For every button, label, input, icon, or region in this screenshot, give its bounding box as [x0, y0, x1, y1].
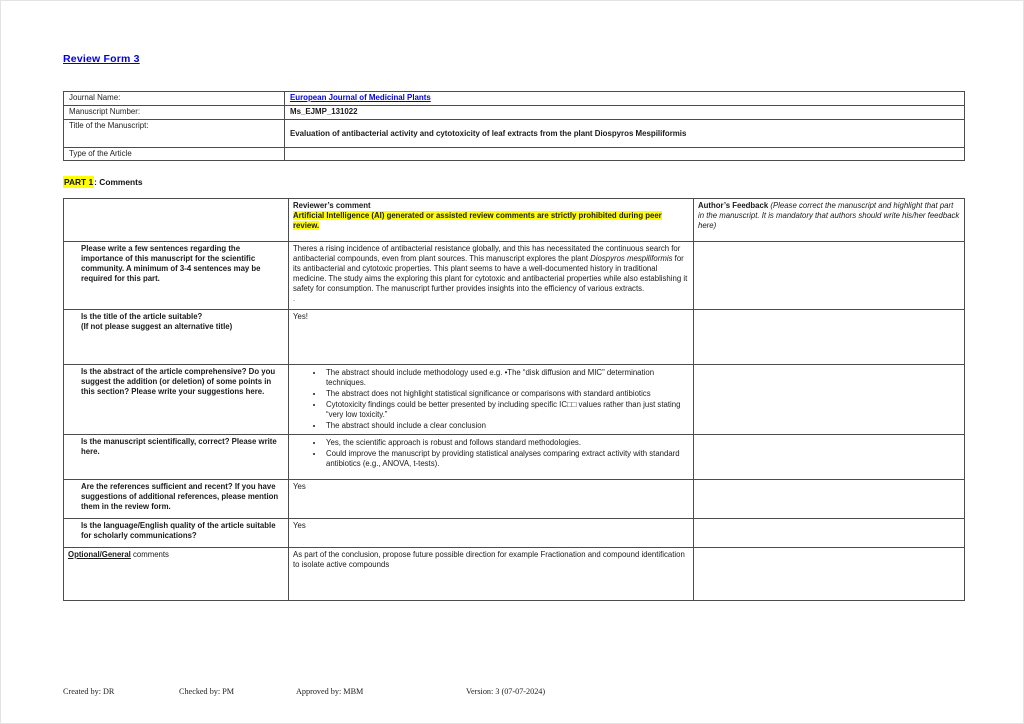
- part1-highlight: PART 1: [64, 177, 94, 187]
- row-scientific: [64, 434, 965, 479]
- bullet-item: • Could improve the manuscript by providing statistical analyses comparing extract activity with standard antibiotics (e.g., ANOVA, t-tests).: [324, 449, 689, 469]
- reviewer-comment-header: [289, 199, 694, 242]
- question-references: Are the references sufficient and recent? If you have suggestions of additional references, please mention them in the review form.: [64, 479, 289, 518]
- author-feedback-header: [694, 199, 965, 242]
- info-row-journal: [64, 92, 965, 106]
- comment-title-suitable: Yes!: [289, 310, 694, 365]
- row-optional: [64, 547, 965, 600]
- question-title-suitable: [64, 310, 289, 365]
- footer-checked-by: Checked by: PM: [179, 687, 235, 696]
- part1-heading: [63, 177, 143, 187]
- journal-name-label: Journal Name:: [64, 92, 285, 106]
- footer-approved-by: Approved by: MBM: [296, 687, 364, 696]
- comment-tail-period: .: [293, 293, 296, 303]
- comment-text: for its antibacterial and cytotoxic properties. This plant seems to have a well-documented history in traditional medicine. The study aims the exploring this plant for cytotoxic and antibacterial properties while also establishing it safety for consumption. The manuscript further provides insights into the efficiency of various extracts.: [293, 253, 688, 293]
- manuscript-number-value: Ms_EJMP_131022: [285, 106, 965, 120]
- author-feedback-note: (Please correct the manuscript and highlight that part in the manuscript. It is mandatory that authors should write his/her feedback here): [698, 201, 960, 230]
- author-feedback-title: Author’s Feedback: [698, 201, 771, 210]
- info-row-title: [64, 120, 965, 148]
- comment-importance: [289, 242, 694, 310]
- comment-abstract: [289, 365, 694, 435]
- comments-table: [63, 198, 965, 601]
- part1-colon: :: [94, 177, 97, 187]
- question-language: Is the language/English quality of the article suitable for scholarly communications?: [64, 518, 289, 547]
- article-type-label: Type of the Article: [64, 148, 285, 161]
- feedback-abstract[interactable]: [694, 365, 965, 435]
- ai-prohibition-notice: Artificial Intelligence (AI) generated or assisted review comments are strictly prohibited during peer review.: [293, 210, 662, 230]
- comment-text: Theres a rising incidence of antibacterial resistance globally, and this has necessitated the continuous search for antibacterial compounds, even from plant sources. This manuscript explores the plant: [293, 244, 681, 263]
- row-abstract: [64, 365, 965, 435]
- question-line1: Is the title of the article suitable?: [81, 312, 203, 321]
- feedback-language[interactable]: [694, 518, 965, 547]
- footer-created-by: Created by: DR: [63, 687, 115, 696]
- row-importance: [64, 242, 965, 310]
- scientific-bullet-list: [293, 438, 689, 469]
- reviewer-comment-title: Reviewer’s comment: [293, 201, 371, 210]
- journal-info-table: [63, 91, 965, 161]
- manuscript-number-label: Manuscript Number:: [64, 106, 285, 120]
- bullet-item: • The abstract should include methodology used e.g. •The “disk diffusion and MIC” determination techniques.: [324, 368, 689, 388]
- comment-scientific: [289, 434, 694, 479]
- comments-header-row: [64, 199, 965, 242]
- feedback-importance[interactable]: [694, 242, 965, 310]
- row-title-suitable: [64, 310, 965, 365]
- manuscript-title-value: Evaluation of antibacterial activity and cytotoxicity of leaf extracts from the plant Diospyros Mespiliformis: [285, 120, 965, 148]
- bullet-item: • Yes, the scientific approach is robust and follows standard methodologies.: [324, 438, 689, 448]
- question-abstract: Is the abstract of the article comprehensive? Do you suggest the addition (or deletion) of some points in this section? Please write your suggestions here.: [64, 365, 289, 435]
- bullet-item: • Cytotoxicity findings could be better presented by including specific IC□□ values rather than just stating “very low toxicity.”: [324, 400, 689, 420]
- info-row-article-type: [64, 148, 965, 161]
- comment-optional: As part of the conclusion, propose future possible direction for example Fractionation and compound identification to isolate active compounds: [289, 547, 694, 600]
- header-empty-cell: [64, 199, 289, 242]
- manuscript-title-label: Title of the Manuscript:: [64, 120, 285, 148]
- question-line2: (If not please suggest an alternative title): [81, 321, 233, 331]
- article-type-value: [285, 148, 965, 161]
- bullet-item: • The abstract should include a clear conclusion: [324, 421, 689, 431]
- abstract-bullet-list: [293, 368, 689, 431]
- feedback-scientific[interactable]: [694, 434, 965, 479]
- question-importance: Please write a few sentences regarding the importance of this manuscript for the scientific community. A minimum of 3-4 sentences may be required for this part.: [64, 242, 289, 310]
- part1-rest: Comments: [96, 177, 143, 187]
- comment-language: Yes: [289, 518, 694, 547]
- feedback-optional[interactable]: [694, 547, 965, 600]
- document-title: Review Form 3: [63, 53, 140, 65]
- bullet-item: • The abstract does not highlight statistical significance or comparisons with standard antibiotics: [324, 389, 689, 399]
- info-row-manuscript-number: [64, 106, 965, 120]
- question-optional: [64, 547, 289, 600]
- optional-general-label: Optional/General: [68, 549, 131, 559]
- journal-name-link[interactable]: European Journal of Medicinal Plants: [290, 93, 431, 102]
- comment-references: Yes: [289, 479, 694, 518]
- species-name-italic: Diospyros mespiliformis: [590, 253, 673, 263]
- row-language: [64, 518, 965, 547]
- question-scientific: Is the manuscript scientifically, correct? Please write here.: [64, 434, 289, 479]
- feedback-title-suitable[interactable]: [694, 310, 965, 365]
- footer-version: Version: 3 (07-07-2024): [466, 687, 546, 696]
- optional-comments-label: comments: [130, 549, 169, 559]
- row-references: [64, 479, 965, 518]
- feedback-references[interactable]: [694, 479, 965, 518]
